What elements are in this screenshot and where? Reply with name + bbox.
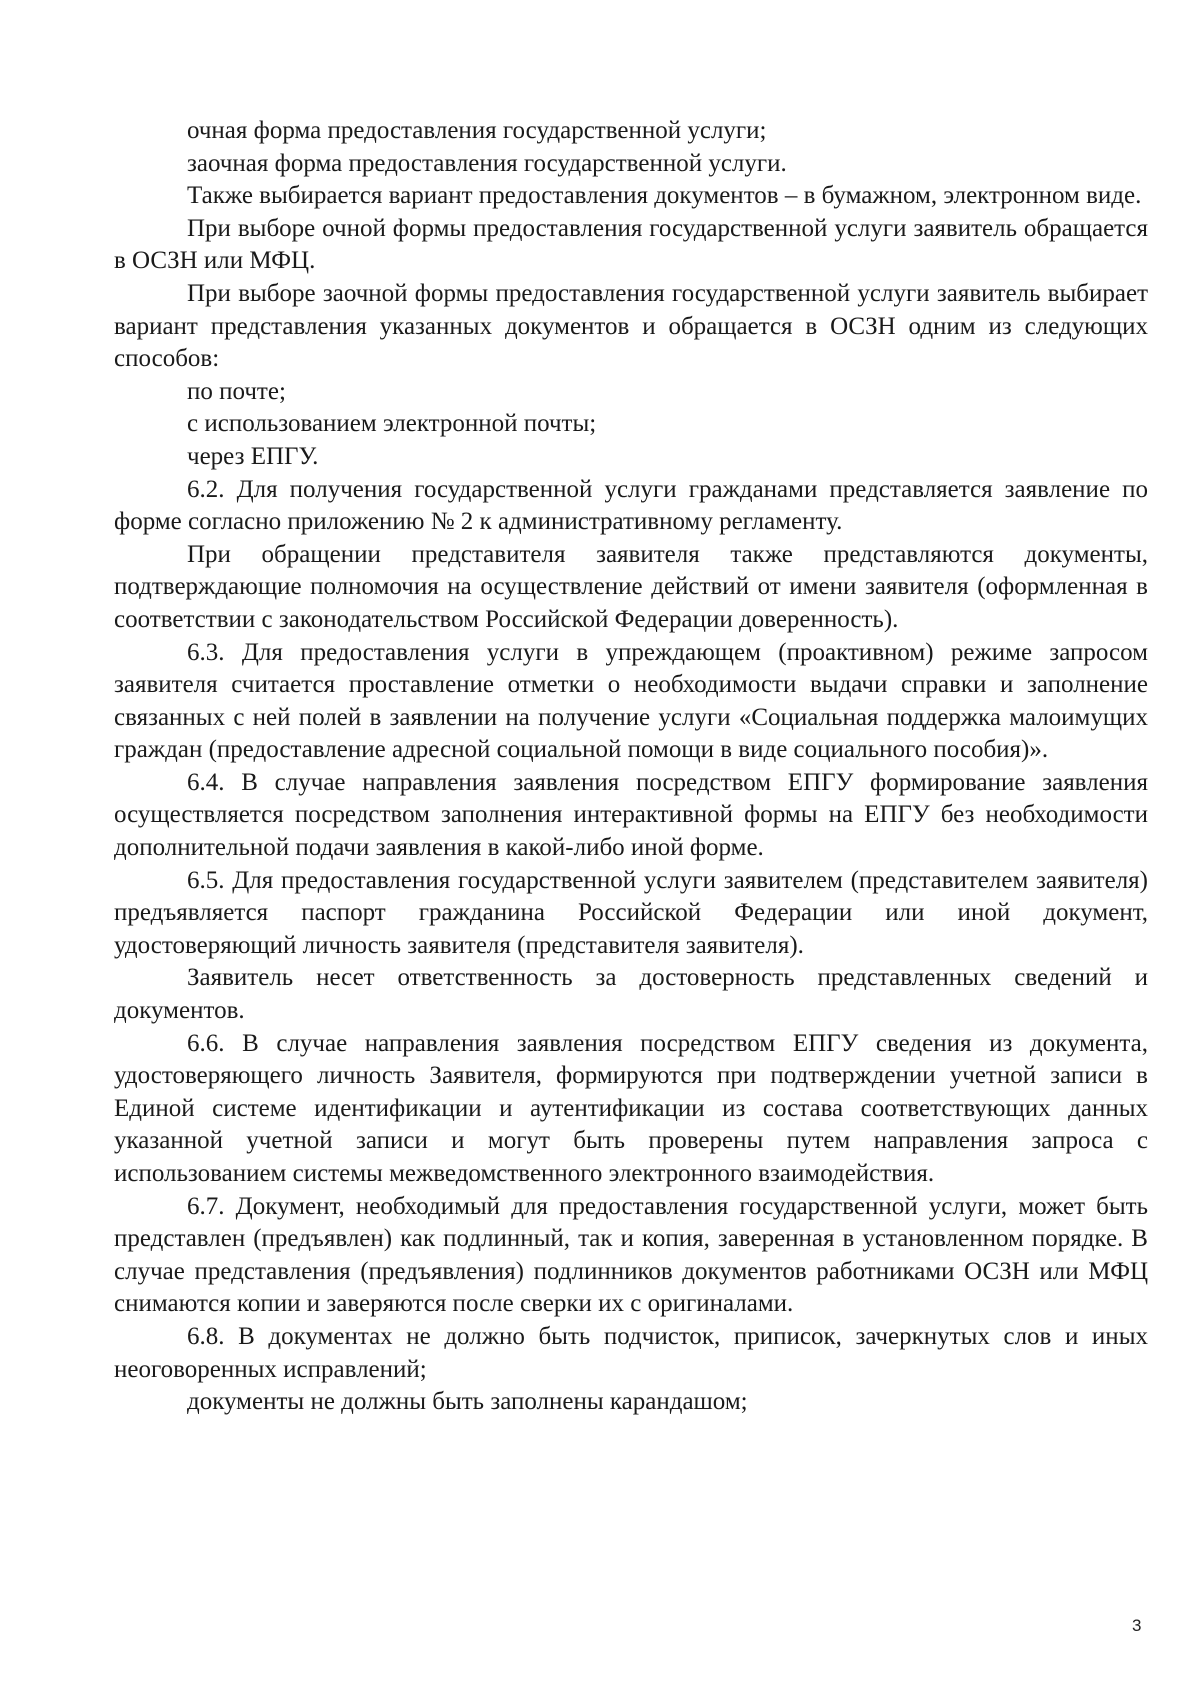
paragraph: Также выбирается вариант предоставления документов – в бумажном, электронном виде. bbox=[187, 182, 1142, 210]
paragraph: 6.3. Для предоставления услуги в упреждающем (проактивном) режиме запросом заявителя считается проставление отметки о необходимости выдачи справки и заполнение связанных с ней полей в заявлении на получение услуги «Социальная поддержка малоимущих граждан (предоставление адресной социальной помощи в виде социального пособия)». bbox=[114, 638, 1148, 764]
paragraph: 6.6. В случае направления заявления посредством ЕПГУ сведения из документа, удостоверяющего личность Заявителя, формируются при подтверждении учетной записи в Единой системе идентификации и аутентификации из состава соответствующих данных указанной учетной записи и могут быть проверены путем направления запроса с использованием системы межведомственного электронного взаимодействия. bbox=[114, 1029, 1148, 1187]
paragraph: 6.8. В документах не должно быть подчисток, приписок, зачеркнутых слов и иных неоговоренных исправлений; bbox=[114, 1322, 1148, 1383]
paragraph: с использованием электронной почты; bbox=[187, 410, 597, 438]
paragraph: очная форма предоставления государственной услуги; bbox=[187, 117, 767, 144]
paragraph: При выборе заочной формы предоставления государственной услуги заявитель выбирает вариант представления указанных документов и обращается в ОСЗН одним из следующих способов: bbox=[114, 279, 1148, 373]
paragraph: по почте; bbox=[187, 377, 286, 405]
paragraph: 6.5. Для предоставления государственной услуги заявителем (представителем заявителя) предъявляется паспорт гражданина Российской Федерации или иной документ, удостоверяющий личность заявителя (представителя заявителя). bbox=[114, 866, 1148, 959]
document-body bbox=[114, 115, 1148, 1419]
paragraph: Заявитель несет ответственность за достоверность представленных сведений и документов. bbox=[114, 964, 1148, 1025]
page-number: 3 bbox=[1132, 1616, 1142, 1635]
paragraph: 6.7. Документ, необходимый для предоставления государственной услуги, может быть представлен (предъявлен) как подлинный, так и копия, заверенная в установленном порядке. В случае представления (предъявления) подлинников документов работниками ОСЗН или МФЦ снимаются копии и заверяются после сверки их с оригиналами. bbox=[114, 1192, 1148, 1318]
paragraph: 6.2. Для получения государственной услуги гражданами представляется заявление по форме согласно приложению № 2 к административному регламенту. bbox=[114, 475, 1148, 536]
paragraph: При выборе очной формы предоставления государственной услуги заявитель обращается в ОСЗН или МФЦ. bbox=[114, 214, 1148, 275]
paragraph: При обращении представителя заявителя также представляются документы, подтверждающие полномочия на осуществление действий от имени заявителя (оформленная в соответствии с законодательством Российской Федерации доверенность). bbox=[114, 540, 1148, 633]
paragraph: документы не должны быть заполнены карандашом; bbox=[187, 1388, 748, 1416]
paragraph: 6.4. В случае направления заявления посредством ЕПГУ формирование заявления осуществляется посредством заполнения интерактивной формы на ЕПГУ без необходимости дополнительной подачи заявления в какой-либо иной форме. bbox=[114, 768, 1148, 862]
paragraph: через ЕПГУ. bbox=[187, 442, 319, 470]
paragraph: заочная форма предоставления государственной услуги. bbox=[187, 149, 787, 177]
